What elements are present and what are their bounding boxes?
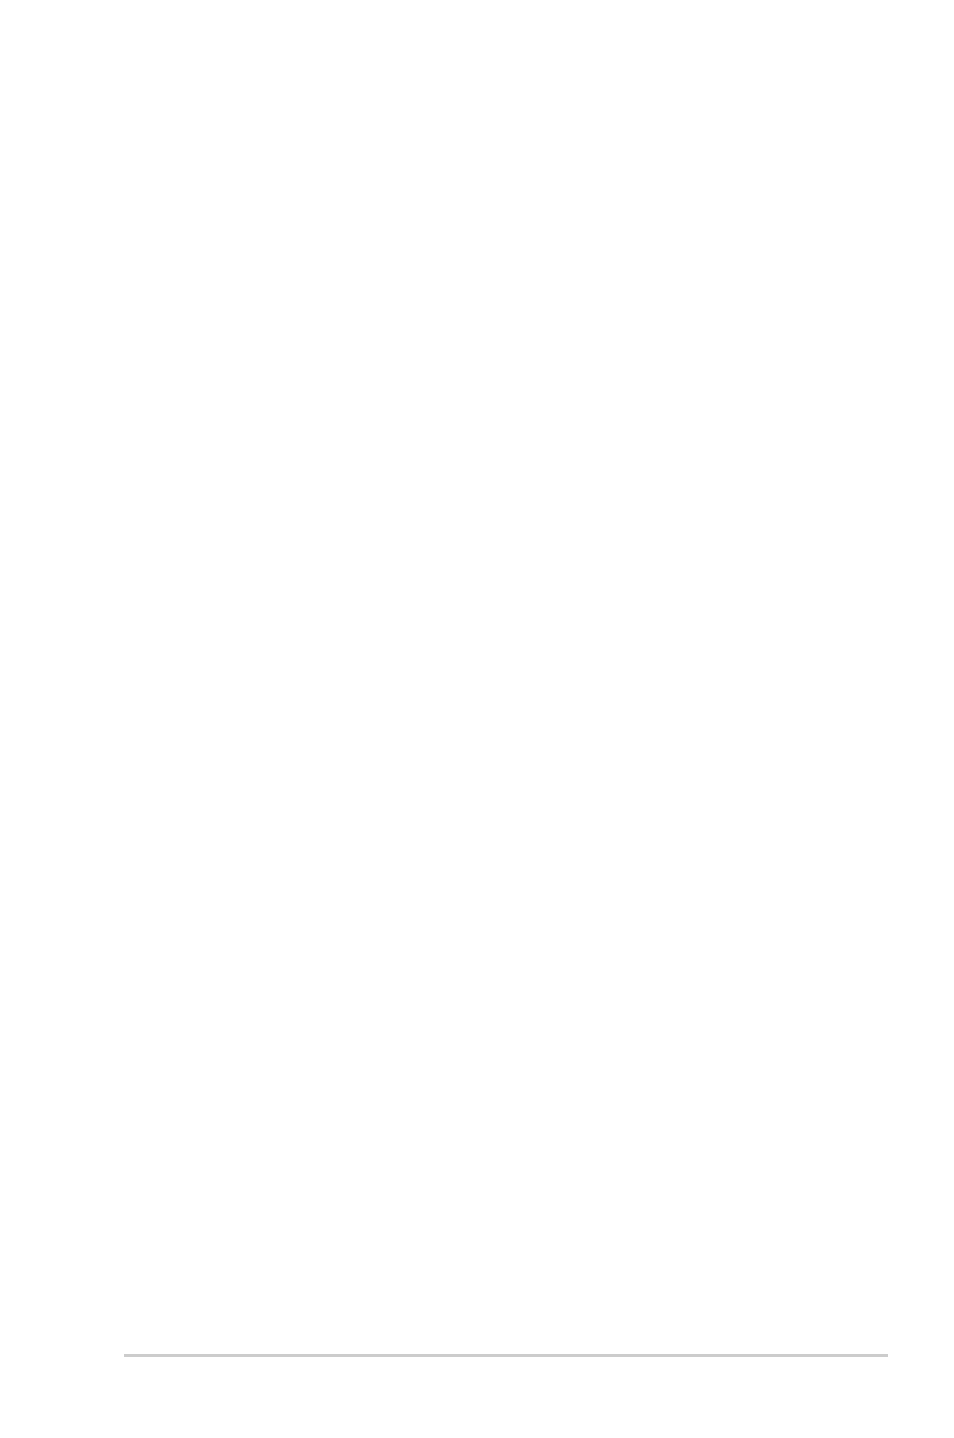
footer-divider <box>124 1354 888 1357</box>
